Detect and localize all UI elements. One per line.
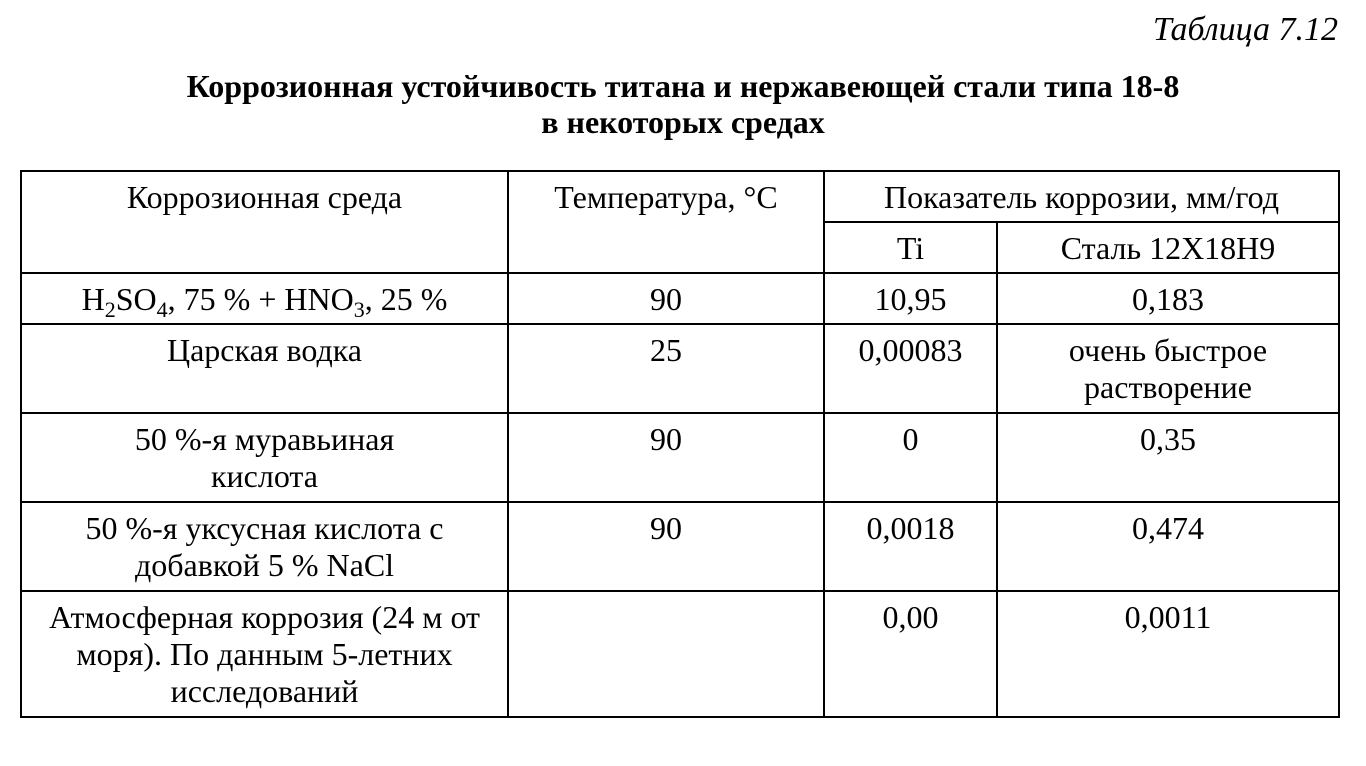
cell-steel: 0,35	[997, 413, 1339, 502]
header-medium: Коррозионная среда	[21, 171, 508, 273]
header-ti: Ti	[824, 222, 997, 273]
header-row	[21, 171, 1339, 222]
cell-medium: Атмосферная коррозия (24 м от моря). По данным 5-летних исследований	[21, 591, 508, 717]
cell-temperature: 90	[508, 273, 824, 324]
table-row	[21, 502, 1339, 591]
formula-part: , 25 %	[364, 281, 448, 317]
cell-steel: 0,474	[997, 502, 1339, 591]
header-steel: Сталь 12Х18Н9	[997, 222, 1339, 273]
header-corrosion-rate: Показатель коррозии, мм/год	[824, 171, 1339, 222]
cell-ti: 0	[824, 413, 997, 502]
cell-medium: 50 %-я уксусная кислота с добавкой 5 % NaCl	[21, 502, 508, 591]
header-temperature: Температура, °С	[508, 171, 824, 273]
cell-steel: 0,183	[997, 273, 1339, 324]
table-row	[21, 273, 1339, 324]
cell-ti: 0,00083	[824, 324, 997, 413]
table-row	[21, 591, 1339, 717]
table-row	[21, 413, 1339, 502]
table-row	[21, 324, 1339, 413]
table-title-line-2: в некоторых средах	[541, 104, 825, 140]
formula-subscript: 3	[353, 297, 365, 322]
corrosion-table	[20, 170, 1340, 718]
cell-steel: 0,0011	[997, 591, 1339, 717]
formula-part: , 75 % + HNO	[167, 281, 354, 317]
cell-ti: 0,00	[824, 591, 997, 717]
cell-medium: 50 %-я муравьиная кислота	[21, 413, 508, 502]
cell-ti: 0,0018	[824, 502, 997, 591]
cell-ti: 10,95	[824, 273, 997, 324]
formula-part: SO	[115, 281, 157, 317]
formula-subscript: 2	[104, 297, 116, 322]
cell-temperature: 25	[508, 324, 824, 413]
cell-temperature: 90	[508, 502, 824, 591]
cell-medium	[21, 273, 508, 324]
formula-part: H	[81, 281, 105, 317]
cell-temperature: 90	[508, 413, 824, 502]
cell-temperature	[508, 591, 824, 717]
table-title-line-1: Коррозионная устойчивость титана и нержавеющей стали типа 18-8	[186, 68, 1180, 104]
cell-medium: Царская водка	[21, 324, 508, 413]
table-number-label: Таблица 7.12	[1152, 11, 1338, 48]
formula-subscript: 4	[156, 297, 168, 322]
table-title	[0, 68, 1366, 140]
cell-steel: очень быстрое растворение	[997, 324, 1339, 413]
